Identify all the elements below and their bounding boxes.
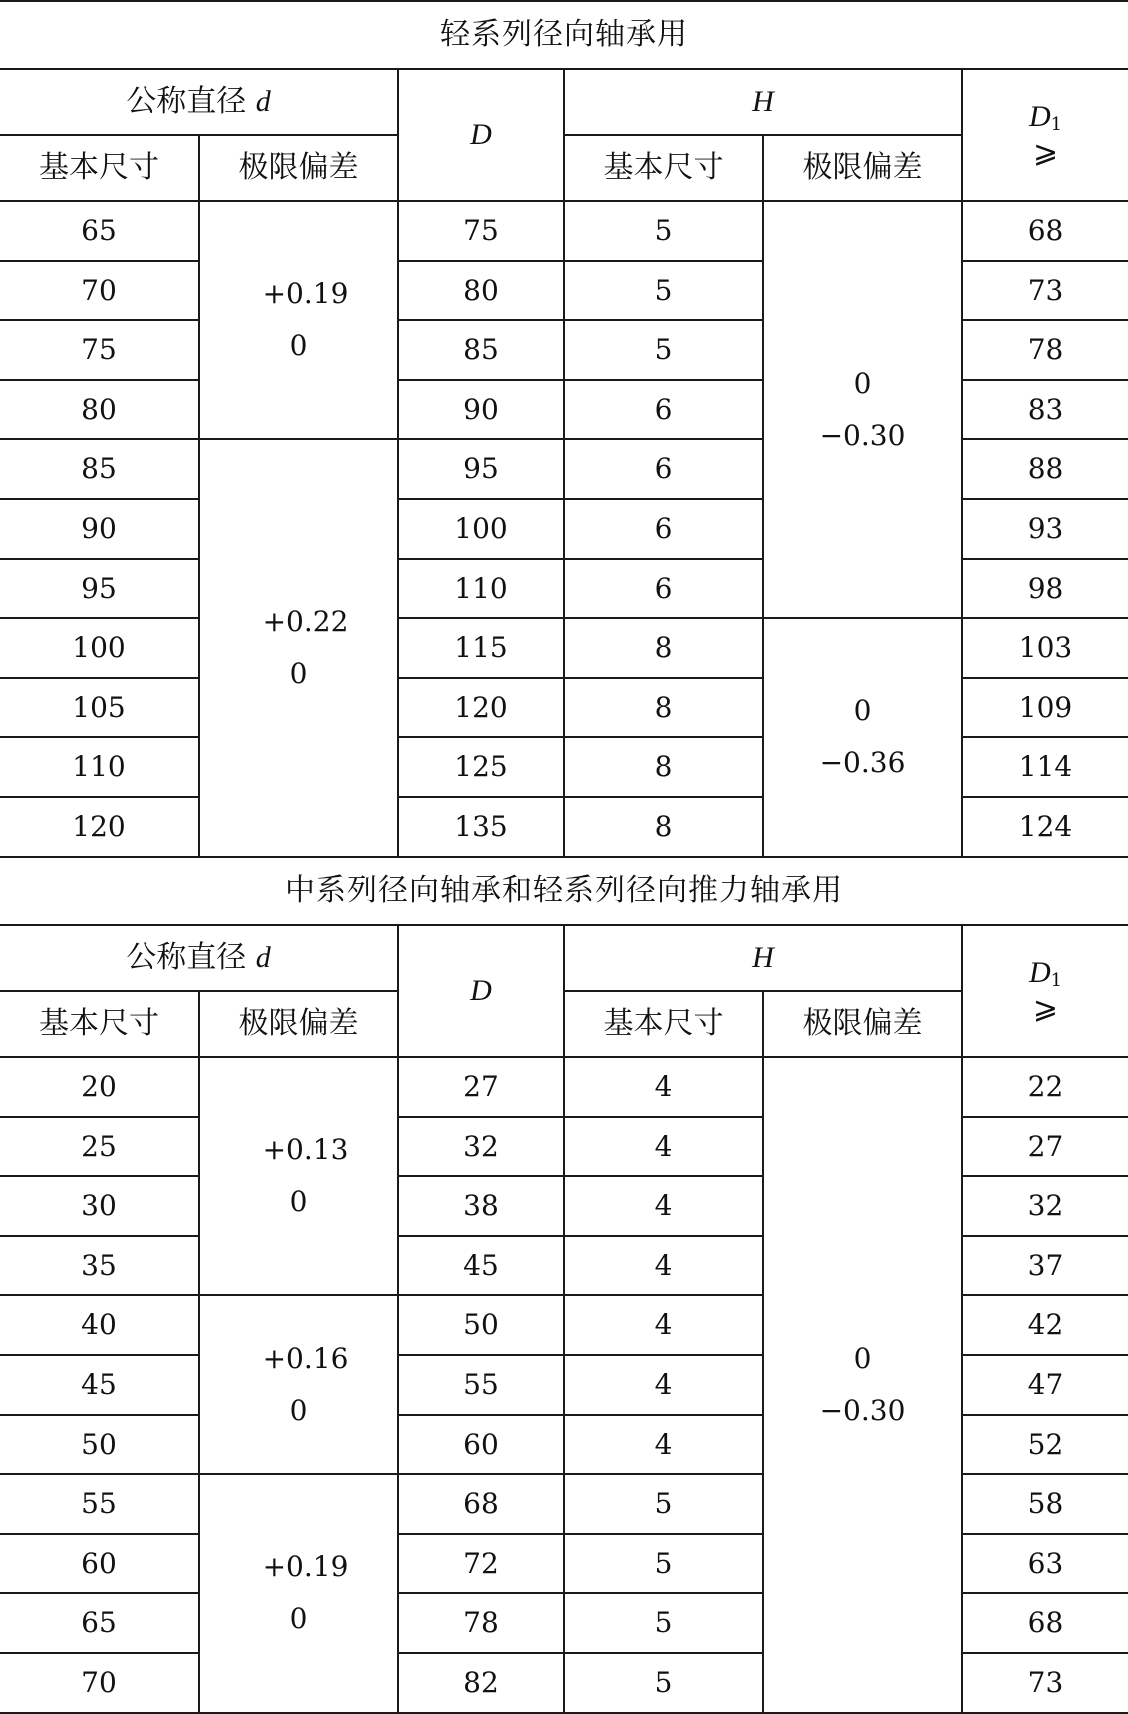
- d-deviation-cell: +0.13 0: [199, 1057, 398, 1295]
- D1-cell: 58: [962, 1474, 1128, 1534]
- H-cell: 4: [564, 1057, 763, 1117]
- limit-deviation-header: 极限偏差: [763, 135, 962, 201]
- d-cell: 35: [0, 1236, 199, 1296]
- D-cell: 95: [398, 439, 564, 499]
- d-cell: 50: [0, 1415, 199, 1475]
- D-cell: 115: [398, 618, 564, 678]
- H-cell: 5: [564, 1593, 763, 1653]
- H-cell: 4: [564, 1415, 763, 1475]
- d-deviation-cell: +0.22 0: [199, 439, 398, 856]
- d-cell: 105: [0, 678, 199, 738]
- H-cell: 8: [564, 797, 763, 857]
- D-cell: 38: [398, 1176, 564, 1236]
- limit-deviation-header: 极限偏差: [763, 991, 962, 1057]
- nominal-diameter-header: 公称直径 d: [0, 925, 398, 991]
- H-header: H: [564, 925, 962, 991]
- basic-size-header: 基本尺寸: [0, 135, 199, 201]
- D-cell: 45: [398, 1236, 564, 1296]
- H-cell: 5: [564, 261, 763, 321]
- D1-cell: 124: [962, 797, 1128, 857]
- basic-size-header: 基本尺寸: [0, 991, 199, 1057]
- D-cell: 82: [398, 1653, 564, 1713]
- d-cell: 70: [0, 261, 199, 321]
- d-cell: 95: [0, 559, 199, 619]
- D-cell: 100: [398, 499, 564, 559]
- table-row: [0, 201, 1128, 261]
- D-cell: 110: [398, 559, 564, 619]
- basic-size-header: 基本尺寸: [564, 991, 763, 1057]
- D-cell: 50: [398, 1295, 564, 1355]
- D-cell: 80: [398, 261, 564, 321]
- D-cell: 32: [398, 1117, 564, 1177]
- d-cell: 80: [0, 380, 199, 440]
- d-cell: 90: [0, 499, 199, 559]
- D-header: D: [398, 925, 564, 1057]
- H-cell: 8: [564, 678, 763, 738]
- d-cell: 45: [0, 1355, 199, 1415]
- d-cell: 65: [0, 201, 199, 261]
- H-cell: 6: [564, 559, 763, 619]
- D1-cell: 103: [962, 618, 1128, 678]
- D-cell: 68: [398, 1474, 564, 1534]
- d-cell: 20: [0, 1057, 199, 1117]
- table-row: [0, 618, 1128, 678]
- H-cell: 5: [564, 320, 763, 380]
- H-cell: 6: [564, 380, 763, 440]
- d-deviation-cell: +0.16 0: [199, 1295, 398, 1474]
- d-cell: 75: [0, 320, 199, 380]
- H-cell: 4: [564, 1236, 763, 1296]
- D-cell: 72: [398, 1534, 564, 1594]
- D1-cell: 52: [962, 1415, 1128, 1475]
- d-cell: 120: [0, 797, 199, 857]
- D1-cell: 98: [962, 559, 1128, 619]
- table-row: [0, 1057, 1128, 1117]
- basic-size-header: 基本尺寸: [564, 135, 763, 201]
- H-cell: 4: [564, 1295, 763, 1355]
- H-cell: 4: [564, 1176, 763, 1236]
- H-cell: 8: [564, 618, 763, 678]
- D-cell: 27: [398, 1057, 564, 1117]
- table-body: [0, 1057, 1128, 1713]
- D-cell: 78: [398, 1593, 564, 1653]
- D-cell: 85: [398, 320, 564, 380]
- H-header: H: [564, 69, 962, 135]
- D-cell: 60: [398, 1415, 564, 1475]
- d-cell: 65: [0, 1593, 199, 1653]
- D1-cell: 63: [962, 1534, 1128, 1594]
- table-title: 中系列径向轴承和轻系列径向推力轴承用: [0, 857, 1128, 925]
- medium-series-table: [0, 856, 1128, 1714]
- D1-cell: 73: [962, 1653, 1128, 1713]
- D1-cell: 78: [962, 320, 1128, 380]
- d-cell: 30: [0, 1176, 199, 1236]
- D-header: D: [398, 69, 564, 201]
- H-cell: 6: [564, 439, 763, 499]
- D1-cell: 114: [962, 737, 1128, 797]
- H-cell: 5: [564, 201, 763, 261]
- D1-cell: 68: [962, 1593, 1128, 1653]
- D1-cell: 27: [962, 1117, 1128, 1177]
- table-title: 轻系列径向轴承用: [0, 1, 1128, 69]
- d-deviation-cell: +0.19 0: [199, 201, 398, 439]
- D1-cell: 83: [962, 380, 1128, 440]
- D-cell: 125: [398, 737, 564, 797]
- D1-cell: 68: [962, 201, 1128, 261]
- D-cell: 55: [398, 1355, 564, 1415]
- H-cell: 5: [564, 1474, 763, 1534]
- D1-cell: 88: [962, 439, 1128, 499]
- d-cell: 85: [0, 439, 199, 499]
- D1-cell: 22: [962, 1057, 1128, 1117]
- D1-cell: 109: [962, 678, 1128, 738]
- table-body: [0, 201, 1128, 857]
- D1-header: $D_1$ ⩾: [962, 69, 1128, 201]
- H-deviation-cell: 0 −0.30: [763, 1057, 962, 1713]
- d-cell: 70: [0, 1653, 199, 1713]
- d-cell: 60: [0, 1534, 199, 1594]
- H-deviation-cell: 0 −0.30: [763, 201, 962, 618]
- D1-cell: 93: [962, 499, 1128, 559]
- H-cell: 5: [564, 1534, 763, 1594]
- d-cell: 40: [0, 1295, 199, 1355]
- D1-cell: 32: [962, 1176, 1128, 1236]
- D-cell: 75: [398, 201, 564, 261]
- D1-cell: 47: [962, 1355, 1128, 1415]
- D-cell: 90: [398, 380, 564, 440]
- D1-header: $D_1$ ⩾: [962, 925, 1128, 1057]
- nominal-diameter-header: 公称直径 d: [0, 69, 398, 135]
- H-cell: 4: [564, 1117, 763, 1177]
- D1-cell: 37: [962, 1236, 1128, 1296]
- limit-deviation-header: 极限偏差: [199, 135, 398, 201]
- H-cell: 5: [564, 1653, 763, 1713]
- d-cell: 100: [0, 618, 199, 678]
- H-deviation-cell: 0 −0.36: [763, 618, 962, 856]
- d-deviation-cell: +0.19 0: [199, 1474, 398, 1712]
- D1-cell: 42: [962, 1295, 1128, 1355]
- d-cell: 110: [0, 737, 199, 797]
- H-cell: 6: [564, 499, 763, 559]
- H-cell: 8: [564, 737, 763, 797]
- D-cell: 120: [398, 678, 564, 738]
- d-cell: 55: [0, 1474, 199, 1534]
- D1-cell: 73: [962, 261, 1128, 321]
- d-cell: 25: [0, 1117, 199, 1177]
- H-cell: 4: [564, 1355, 763, 1415]
- limit-deviation-header: 极限偏差: [199, 991, 398, 1057]
- D-cell: 135: [398, 797, 564, 857]
